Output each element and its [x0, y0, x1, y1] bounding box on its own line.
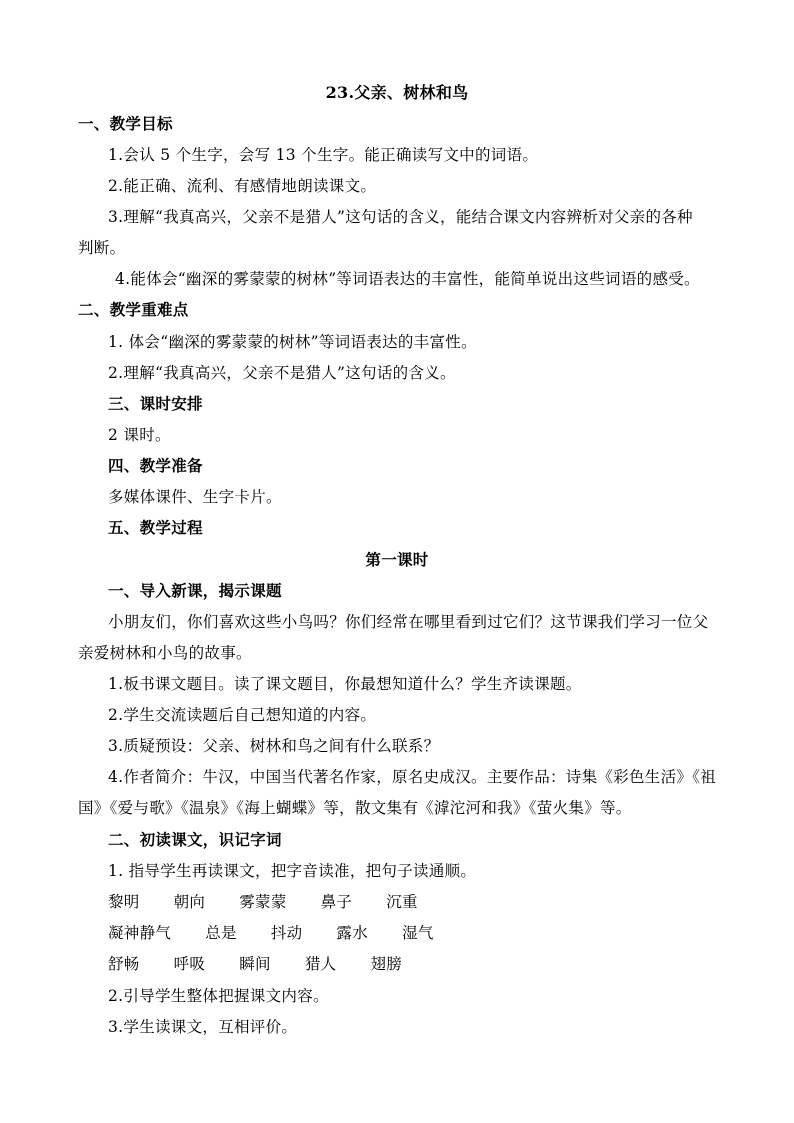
- vocab-word: 舒畅: [108, 955, 140, 973]
- part-1-item-4-line-2: 国》《爱与歌》《温泉》《海上蝴蝶》等，散文集有《滹沱河和我》《萤火集》等。: [78, 799, 632, 817]
- vocab-word: 呼吸: [173, 955, 206, 973]
- part-1-heading: 一、导入新课，揭示课题: [108, 581, 282, 600]
- objective-2: 2.能正确、流利、有感情地朗读课文。: [108, 177, 377, 195]
- objective-3: 3.理解“我真高兴，父亲不是猎人”这句话的含义，能结合课文内容辨析对父亲的各种: [108, 208, 693, 226]
- vocab-word: 翅膀: [370, 955, 403, 973]
- section-heading-key-points: 二、教学重难点: [78, 300, 189, 319]
- vocab-word: 鼻子: [320, 893, 353, 911]
- part-2-heading: 二、初读课文，识记字词: [108, 830, 282, 849]
- part-1-intro-line-1: 小朋友们，你们喜欢这些小鸟吗？你们经常在哪里看到过它们？这节课我们学习一位父: [108, 613, 709, 631]
- part-1-item-2: 2.学生交流读题后自己想知道的内容。: [108, 706, 377, 724]
- part-1-item-1: 1.板书课文题目。读了课文题目，你最想知道什么？学生齐读课题。: [108, 675, 582, 693]
- key-point-1: 1. 体会“幽深的雾蒙蒙的树林”等词语表达的丰富性。: [108, 333, 477, 351]
- vocab-word: 沉重: [386, 893, 418, 911]
- vocab-word: 黎明: [108, 893, 140, 911]
- preparation-text: 多媒体课件、生字卡片。: [108, 488, 282, 506]
- vocab-word: 猎人: [304, 955, 337, 973]
- vocabulary-row-3: [108, 953, 402, 975]
- schedule-text: 2 课时。: [108, 426, 171, 444]
- section-heading-schedule: 三、课时安排: [108, 394, 203, 413]
- objective-3-continued: 判断。: [78, 239, 126, 257]
- document-title: 23.父亲、树林和鸟: [325, 83, 469, 102]
- part-2-item-2: 2.引导学生整体把握课文内容。: [108, 987, 329, 1005]
- vocab-word: 朝向: [173, 893, 206, 911]
- section-heading-process: 五、教学过程: [108, 518, 203, 537]
- vocab-word: 雾蒙蒙: [239, 893, 287, 911]
- vocabulary-row-2: [108, 922, 434, 944]
- vocab-word: 抖动: [270, 924, 303, 942]
- vocab-word: 总是: [205, 924, 237, 942]
- vocab-word: 凝神静气: [108, 924, 172, 942]
- section-heading-preparation: 四、教学准备: [108, 456, 203, 475]
- section-heading-objectives: 一、教学目标: [78, 114, 173, 133]
- vocab-word: 露水: [336, 924, 369, 942]
- part-1-item-3: 3.质疑预设：父亲、树林和鸟之间有什么联系？: [108, 737, 440, 755]
- vocab-word: 湿气: [402, 924, 434, 942]
- objective-1: 1.会认 5 个生字，会写 13 个生字。能正确读写文中的词语。: [108, 146, 539, 164]
- objective-4: 4.能体会“幽深的雾蒙蒙的树林”等词语表达的丰富性，能简单说出这些词语的感受。: [115, 270, 700, 288]
- key-point-2: 2.理解“我真高兴，父亲不是猎人”这句话的含义。: [108, 364, 456, 382]
- vocabulary-row-1: [108, 891, 418, 913]
- lesson-1-heading: 第一课时: [365, 550, 429, 569]
- part-2-item-3: 3.学生读课文，互相评价。: [108, 1018, 298, 1036]
- vocab-word: 瞬间: [239, 955, 271, 973]
- part-2-item-1: 1. 指导学生再读课文，把字音读准，把句子读通顺。: [108, 862, 477, 880]
- part-1-item-4-line-1: 4.作者简介：牛汉，中国当代著名作家，原名史成汉。主要作品：诗集《彩色生活》《祖: [108, 768, 717, 786]
- part-1-intro-line-2: 亲爱树林和小鸟的故事。: [78, 644, 252, 662]
